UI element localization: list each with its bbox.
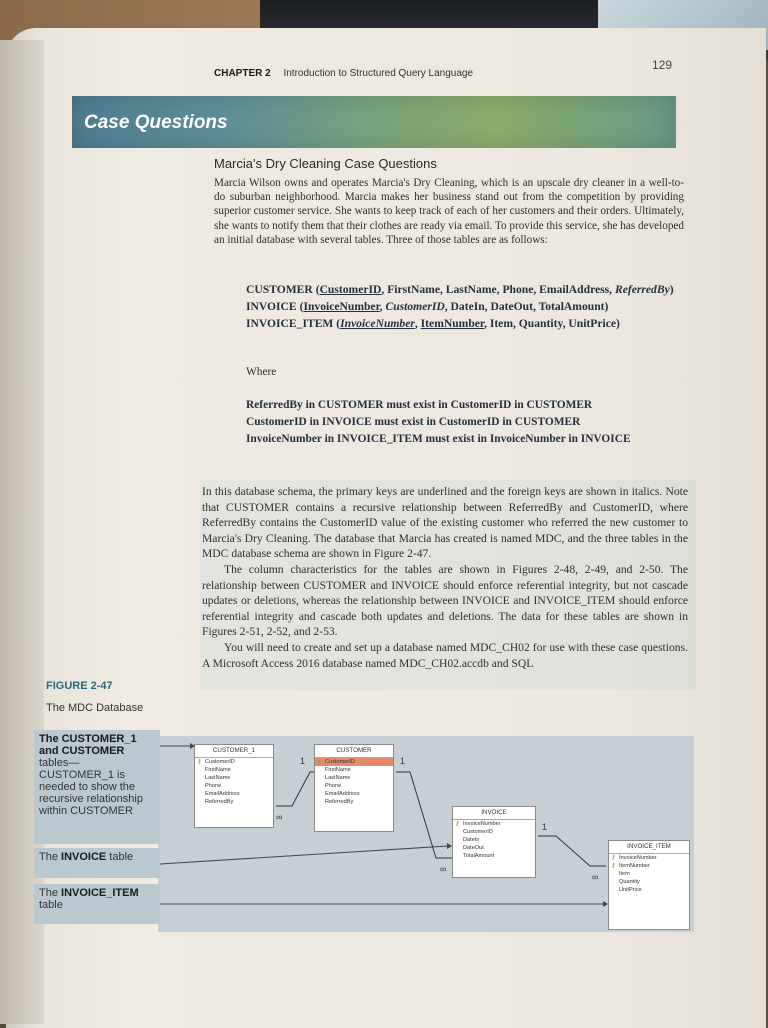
schema-table-name: CUSTOMER [246,283,313,296]
primary-key: CustomerID [319,283,382,296]
primary-key: InvoiceNumber [303,300,380,313]
constraint-line: ReferredBy in CUSTOMER must exist in CustomerID in CUSTOMER [246,399,593,411]
schema-invoice-item [246,315,686,332]
banner-title: Case Questions [84,112,228,133]
callout-bold: The CUSTOMER_1 and CUSTOMER [39,733,137,757]
callout-text: table [106,851,134,863]
table-field: UnitPrice [619,887,642,893]
table-customer-1 [194,744,274,828]
constraint-line: CustomerID in INVOICE must exist in CustomerID in CUSTOMER [246,416,581,428]
table-title: INVOICE [453,807,535,820]
table-title: CUSTOMER [315,745,393,758]
rel-many-label: ∞ [440,864,447,874]
table-field: EmailAddress [205,791,240,797]
schema-paren: ) [669,283,674,296]
rel-one-label: 1 [300,756,306,766]
callout-customer-tables [34,730,160,844]
table-field: LastName [325,775,351,781]
table-field: FirstName [205,767,231,773]
schema-paren: ( [296,300,304,313]
callout-text: table [39,899,63,911]
constraint-line: InvoiceNumber in INVOICE_ITEM must exist in InvoiceNumber in INVOICE [246,433,631,445]
table-field: ReferredBy [325,799,354,805]
table-customer [314,744,394,832]
table-field: Phone [205,783,222,789]
table-field: ⚷ InvoiceNumber [609,854,689,862]
chapter-title: Introduction to Structured Query Language [283,68,474,79]
rel-one-label: 1 [400,756,406,766]
schema-customer [246,281,686,298]
foreign-key: ReferredBy [614,283,670,296]
schema-sep: , [379,300,386,313]
rel-many-label: ∞ [592,872,599,882]
figure-caption: The MDC Database [46,702,144,714]
table-title: CUSTOMER_1 [195,745,273,758]
schema-paren: ( [333,317,341,330]
schema-columns: , Item, Quantity, UnitPrice) [484,317,620,330]
where-label: Where [246,366,277,378]
table-field: EmailAddress [325,791,360,797]
schema-columns: , FirstName, LastName, Phone, EmailAddress, [381,283,615,296]
table-field: CustomerID [463,829,493,835]
constraints-block [246,397,666,448]
schema-sep: , [414,317,421,330]
schema-columns: , DateIn, DateOut, TotalAmount) [444,300,609,313]
table-invoice [452,806,536,878]
table-field: ⚷ ItemNumber [609,862,689,870]
foreign-key: CustomerID [385,300,445,313]
schema-block [246,281,686,332]
callout-text: The [39,887,62,899]
table-invoice-item [608,840,690,930]
callout-text: The [39,851,62,863]
body-paragraph: In this database schema, the primary keys are underlined and the foreign keys are shown in italics. Note that CUSTOMER contains a recursive relationship between ReferredBy and CustomerID, where ReferredBy contains the CustomerID value of the existing customer who referred the new customer to Marcia's Dry Cleaning. The database that Marcia has created is named MDC, and the three tables in the MDC database schema are shown in Figure 2-47. [202,485,688,561]
rel-many-label: ∞ [276,812,283,822]
callout-bold: INVOICE_ITEM [61,887,139,899]
callout-text: tables— CUSTOMER_1 is needed to show the recursive relationship within CUSTOMER [39,757,143,817]
schema-paren: ( [312,283,320,296]
primary-key: ItemNumber [420,317,485,330]
table-field: DateIn [463,837,480,843]
figure-label: FIGURE 2-47 [46,680,113,692]
case-title: Marcia's Dry Cleaning Case Questions [214,156,437,171]
table-field: TotalAmount [463,853,495,859]
callout-invoice-table [34,848,160,878]
table-field: Item [619,871,630,877]
table-field: FirstName [325,767,351,773]
table-field: ⚷ CustomerID [315,758,393,766]
schema-table-name: INVOICE [246,300,297,313]
table-field: Quantity [619,879,640,885]
body-paragraph: You will need to create and set up a database named MDC_CH02 for use with these case questions. A Microsoft Access 2016 database named MDC_CH02.accdb and SQL [202,640,688,670]
rel-one-label: 1 [542,822,548,832]
chapter-number: CHAPTER 2 [214,68,271,79]
schema-table-name: INVOICE_ITEM [246,317,334,330]
intro-paragraph: Marcia Wilson owns and operates Marcia's Dry Cleaning, which is an upscale dry cleaner in a well-to-do suburban neighborhood. Marcia makes her business stand out from the competition by providing superior customer service. She wants to keep track of each of her customers and their orders. Ultimately, she wants to notify them that their clothes are ready via email. To provide this service, she has developed an initial database with several tables. Three of those tables are as follows: [214,177,684,246]
table-field: DateOut [463,845,484,851]
primary-foreign-key: InvoiceNumber [340,317,415,330]
callout-bold: INVOICE [61,851,107,863]
table-field: Phone [325,783,342,789]
table-field: ⚷ InvoiceNumber [453,820,535,828]
running-header [214,68,473,79]
table-field: ReferredBy [205,799,234,805]
body-paragraph: The column characteristics for the tables are shown in Figures 2-48, 2-49, and 2-50. The relationship between CUSTOMER and INVOICE should enforce referential integrity, but not cascade updates or deletions, whereas the relationship between INVOICE and INVOICE_ITEM should enforce referential integrity and cascade both updates and deletions. The data for these tables are shown in Figures 2-51, 2-52, and 2-53. [202,562,688,639]
body-text [202,484,688,671]
table-field: LastName [205,775,231,781]
schema-invoice [246,298,686,315]
table-field: ⚷ CustomerID [195,758,273,766]
page-number: 129 [652,58,673,72]
callout-invoice-item-table [34,884,160,924]
table-title: INVOICE_ITEM [609,841,689,854]
